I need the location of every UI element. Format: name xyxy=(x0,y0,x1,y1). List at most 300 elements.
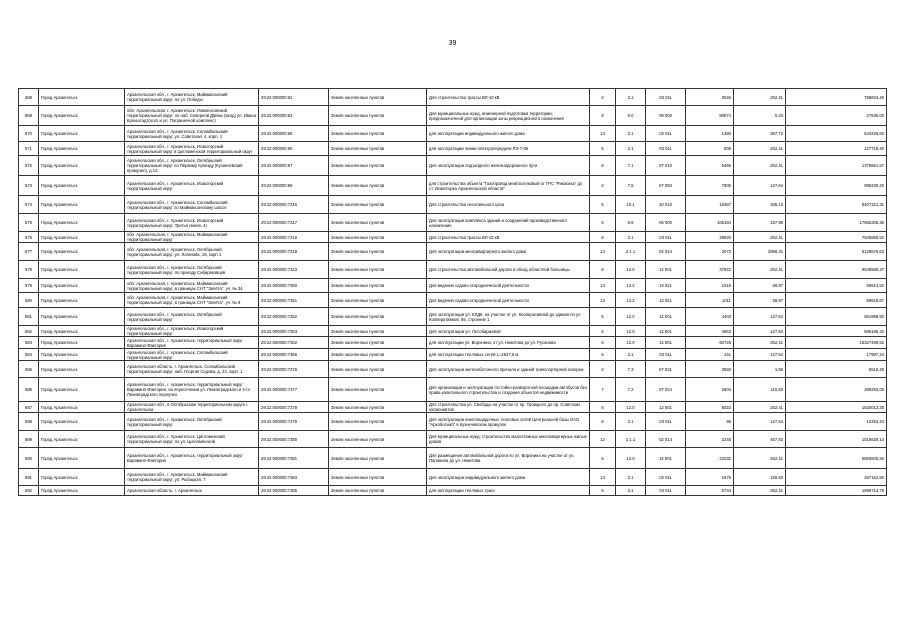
row-number: 683 xyxy=(19,337,39,349)
land-category-cell: Земли населенных пунктов xyxy=(329,308,427,326)
specific-value-cell: 252,41 xyxy=(734,448,786,469)
cadastral-value-cell: 1699714,79 xyxy=(786,486,887,496)
row-number: 669 xyxy=(19,106,39,126)
municipality-cell: Город Архангельск xyxy=(39,378,125,402)
classifier-code-cell: 06 000 xyxy=(646,214,686,232)
area-cell: 141 xyxy=(686,349,734,361)
land-category-cell: Земли населенных пунктов xyxy=(329,378,427,402)
specific-value-cell: 252,41 xyxy=(734,142,786,156)
row-number: 690 xyxy=(19,448,39,469)
cadastral-number-cell: 29:22:000000:7379 xyxy=(259,413,329,431)
address-cell: Архангельская обл., г. Архангельск, Соломбальский территориальный округ, ул. Советская, 4, корп. 1 xyxy=(125,126,259,142)
row-number: 679 xyxy=(19,279,39,293)
table-row xyxy=(19,308,887,326)
table-row xyxy=(19,349,887,361)
specific-value-cell: 252,41 xyxy=(734,486,786,496)
area-cell: 6734 xyxy=(686,486,734,496)
group-code-cell: 6 xyxy=(590,232,616,243)
row-number: 680 xyxy=(19,293,39,308)
cadastral-value-cell: 17997,24 xyxy=(786,349,887,361)
permitted-use-cell: для эксплуатации тепловых сетей L=2647,5 м xyxy=(427,349,590,361)
area-cell: 4663 xyxy=(686,326,734,337)
land-category-cell: Земли населенных пунктов xyxy=(329,279,427,293)
cadastral-value-cell: 59618,67 xyxy=(786,293,887,308)
classifier-code-cell: 13 021 xyxy=(646,293,686,308)
area-cell: 29820 xyxy=(686,232,734,243)
group-code-cell: 6 xyxy=(590,176,616,196)
row-number: 670 xyxy=(19,126,39,142)
address-cell: Архангельская обл., г. Архангельск, Исакогорский территориальный округ xyxy=(125,176,259,196)
group-code-cell: 6 xyxy=(590,214,616,232)
classifier-code-cell: 03 011 xyxy=(646,232,686,243)
table-row xyxy=(19,126,887,142)
address-cell: Архангельская обл., г. Архангельск, Маймаксанский территориальный округ, ул. Рыбацкая, 7 xyxy=(125,469,259,486)
group-code-cell: 6 xyxy=(590,326,616,337)
use-type-code-cell: 9.0 xyxy=(616,106,646,126)
cadastral-number-cell: 29:22:000000:7318 xyxy=(259,232,329,243)
area-cell: 1011 xyxy=(686,293,734,308)
classifier-code-cell: 07 031 xyxy=(646,361,686,378)
classifier-code-cell: 03 011 xyxy=(646,89,686,106)
municipality-cell: Город Архангельск xyxy=(39,232,125,243)
cadastral-number-cell: 29:22:000000:7377 xyxy=(259,378,329,402)
address-cell: Архангельская область, г. Архангельск xyxy=(125,486,259,496)
use-type-code-cell: 2.1.1 xyxy=(616,243,646,261)
row-number: 692 xyxy=(19,486,39,496)
classifier-code-cell: 12 001 xyxy=(646,448,686,469)
classifier-code-cell: 12 001 xyxy=(646,326,686,337)
table-row xyxy=(19,469,887,486)
land-category-cell: Земли населенных пунктов xyxy=(329,431,427,448)
address-cell: Архангельская обл., г. Архангельск, территориальный округ Варавино-Фактория xyxy=(125,337,259,349)
row-number: 681 xyxy=(19,308,39,326)
group-code-cell: 13 xyxy=(590,126,616,142)
cadastral-value-cell: 1016629,14 xyxy=(786,431,887,448)
group-code-cell: 6 xyxy=(590,89,616,106)
municipality-cell: Город Архангельск xyxy=(39,326,125,337)
group-code-cell: 9 xyxy=(590,106,616,126)
permitted-use-cell: Для эксплуатации железобетонного причала и зданий транспортерной галереи xyxy=(427,361,590,378)
use-type-code-cell: 12.0 xyxy=(616,337,646,349)
row-number: 675 xyxy=(19,214,39,232)
land-category-cell: Земли населенных пунктов xyxy=(329,486,427,496)
classifier-code-cell: 02 011 xyxy=(646,469,686,486)
table-row xyxy=(19,196,887,214)
cadastral-number-cell: 29:22:000000:65 xyxy=(259,126,329,142)
row-number: 668 xyxy=(19,89,39,106)
specific-value-cell: 252,41 xyxy=(734,261,786,279)
specific-value-cell: 127,64 xyxy=(734,176,786,196)
table-row xyxy=(19,337,887,349)
cadastral-value-cell: 6128576,63 xyxy=(786,243,887,261)
address-cell: обл. Архангельская, г. Архангельск, Маймаксанский территориальный округ, в границах СНТ "Зелёта", уч. № 9 xyxy=(125,293,259,308)
table-row xyxy=(19,232,887,243)
land-category-cell: Земли населенных пунктов xyxy=(329,156,427,176)
land-category-cell: Земли населенных пунктов xyxy=(329,142,427,156)
classifier-code-cell: 02 014 xyxy=(646,431,686,448)
address-cell: Архангельская обл., г. Архангельск, Маймаксанский территориальный округ, по ул. Победы xyxy=(125,89,259,106)
permitted-use-cell: Для муниципальных нужд, инженерной подготовки территории, предназначенной для организации зоны рекреационного назначения xyxy=(427,106,590,126)
area-cell: 80874 xyxy=(686,106,734,126)
municipality-cell: Город Архангельск xyxy=(39,308,125,326)
group-code-cell: 13 xyxy=(590,279,616,293)
specific-value-cell: 127,64 xyxy=(734,308,786,326)
table-row xyxy=(19,89,887,106)
cadastral-number-cell: 29:22:000000:7385 xyxy=(259,486,329,496)
table-row xyxy=(19,142,887,156)
specific-value-cell: 58,97 xyxy=(734,293,786,308)
cadastral-number-cell: 29:22:000000:7323 xyxy=(259,261,329,279)
permitted-use-cell: Для эксплуатации подъездного железнодорожного пути xyxy=(427,156,590,176)
group-code-cell: 6 xyxy=(590,142,616,156)
classifier-code-cell: 12 001 xyxy=(646,261,686,279)
cadastral-number-cell: 29:22:000000:66 xyxy=(259,142,329,156)
classifier-code-cell: 12 001 xyxy=(646,308,686,326)
row-number: 673 xyxy=(19,176,39,196)
municipality-cell: Город Архангельск xyxy=(39,214,125,232)
area-cell: 506 xyxy=(686,142,734,156)
cadastral-value-cell: 17666305,36 xyxy=(786,214,887,232)
specific-value-cell: 252,41 xyxy=(734,232,786,243)
use-type-code-cell: 12.0 xyxy=(616,326,646,337)
cadastral-value-cell: 5516,45 xyxy=(786,361,887,378)
use-type-code-cell: 13.2 xyxy=(616,279,646,293)
classifier-code-cell: 07 024 xyxy=(646,378,686,402)
area-cell: 105184 xyxy=(686,214,734,232)
group-code-cell: 6 xyxy=(590,402,616,413)
use-type-code-cell: 3.1 xyxy=(616,413,646,431)
row-number: 677 xyxy=(19,243,39,261)
row-number: 671 xyxy=(19,142,39,156)
cadastral-value-cell: 59913,52 xyxy=(786,279,887,293)
municipality-cell: Город Архангельск xyxy=(39,106,125,126)
permitted-use-cell: Для эксплуатации индивидуального жилого дома xyxy=(427,469,590,486)
specific-value-cell: 252,41 xyxy=(734,402,786,413)
area-cell: 5466 xyxy=(686,156,734,176)
cadastral-value-cell: 5863940,26 xyxy=(786,448,887,469)
land-category-cell: Земли населенных пунктов xyxy=(329,196,427,214)
area-cell: 2245 xyxy=(686,431,734,448)
row-number: 686 xyxy=(19,378,39,402)
row-number: 691 xyxy=(19,469,39,486)
row-number: 687 xyxy=(19,402,39,413)
cadastral-value-cell: 267162,50 xyxy=(786,469,887,486)
use-type-code-cell: 12.0 xyxy=(616,448,646,469)
address-cell: Архангельская обл., г. Архангельск, Октябрьский территориальный округ xyxy=(125,308,259,326)
cadastral-value-cell: 7526866,52 xyxy=(786,232,887,243)
specific-value-cell: 252,41 xyxy=(734,156,786,176)
group-code-cell: 13 xyxy=(590,469,616,486)
municipality-cell: Город Архангельск xyxy=(39,196,125,214)
cadastral-value-cell: 27530,00 xyxy=(786,106,887,126)
land-plots-table xyxy=(18,88,887,496)
group-code-cell: 6 xyxy=(590,261,616,279)
table-row xyxy=(19,326,887,337)
cadastral-number-cell: 29:22:000000:7362 xyxy=(259,337,329,349)
land-category-cell: Земли населенных пунктов xyxy=(329,261,427,279)
permitted-use-cell: Для строительства лесопильного цеха xyxy=(427,196,590,214)
specific-value-cell: 367,72 xyxy=(734,126,786,142)
specific-value-cell: 127,64 xyxy=(734,413,786,431)
address-cell: обл. Архангельская, г. Архангельск, Маймаксанский территориальный округ xyxy=(125,232,259,243)
permitted-use-cell: Для организации и эксплуатации отстойно-разворотной площадки автобусов без права капитального строительства и создания объектов недвижимости xyxy=(427,378,590,402)
use-type-code-cell: 12.0 xyxy=(616,402,646,413)
classifier-code-cell: 07 010 xyxy=(646,156,686,176)
row-number: 682 xyxy=(19,326,39,337)
specific-value-cell: 467,83 xyxy=(734,431,786,448)
permitted-use-cell: для эксплуатации ул. Воронина, от ул. Никитова до ул. Русанова xyxy=(427,337,590,349)
cadastral-value-cell: 1520013,35 xyxy=(786,402,887,413)
specific-value-cell: 110,83 xyxy=(734,378,786,402)
classifier-code-cell: 10 010 xyxy=(646,196,686,214)
cadastral-value-cell: 9548589,37 xyxy=(786,261,887,279)
classifier-code-cell: 12 001 xyxy=(646,402,686,413)
use-type-code-cell: 3.1 xyxy=(616,349,646,361)
classifier-code-cell: 12 001 xyxy=(646,337,686,349)
permitted-use-cell: Для эксплуатации ул. Лесобиржевой xyxy=(427,326,590,337)
area-cell: 96 xyxy=(686,413,734,431)
municipality-cell: Город Архангельск xyxy=(39,469,125,486)
area-cell: 23232 xyxy=(686,448,734,469)
address-cell: Архангельская обл., г. Архангельск, Исакогорский территориальный округ, Третья линия, 4) xyxy=(125,214,259,232)
use-type-code-cell: 3.1 xyxy=(616,142,646,156)
classifier-code-cell: 03 011 xyxy=(646,486,686,496)
address-cell: обл. Архангельская, г. Архангельск, Ломоносовский территориальный округ, по наб. Северной Двины (вход) ул. Ивана Кронштадтского и ул. Пограничной комплекс) xyxy=(125,106,259,126)
classifier-code-cell: 07 050 xyxy=(646,176,686,196)
land-category-cell: Земли населенных пунктов xyxy=(329,413,427,431)
municipality-cell: Город Архангельск xyxy=(39,279,125,293)
use-type-code-cell: 2.1 xyxy=(616,469,646,486)
specific-value-cell: 58,97 xyxy=(734,279,786,293)
area-cell: 2073 xyxy=(686,243,734,261)
group-code-cell: 12 xyxy=(590,431,616,448)
land-category-cell: Земли населенных пунктов xyxy=(329,402,427,413)
area-cell: 37842 xyxy=(686,261,734,279)
area-cell: 1675 xyxy=(686,469,734,486)
land-category-cell: Земли населенных пунктов xyxy=(329,361,427,378)
area-cell: 2604 xyxy=(686,378,734,402)
row-number: 674 xyxy=(19,196,39,214)
row-number: 676 xyxy=(19,232,39,243)
group-code-cell: 13 xyxy=(590,243,616,261)
cadastral-value-cell: 289250,05 xyxy=(786,378,887,402)
land-category-cell: Земли населенных пунктов xyxy=(329,89,427,106)
municipality-cell: Город Архангельск xyxy=(39,413,125,431)
area-cell: 6022 xyxy=(686,402,734,413)
cadastral-value-cell: 595185,32 xyxy=(786,326,887,337)
permitted-use-cell: Для эксплуатации ул. КЛДК, на участке от ул. Кооперативной до здания по ул. Кооперативной, 55, строение 1 xyxy=(427,308,590,326)
use-type-code-cell: 6.9 xyxy=(616,214,646,232)
permitted-use-cell: Для эксплуатации комплекса зданий и сооружений производственного назначения xyxy=(427,214,590,232)
land-category-cell: Земли населенных пунктов xyxy=(329,349,427,361)
permitted-use-cell: Для эксплуатации внеплощадочных тепловых сетей Центральной базы ОАО "Архоблснаб" в Кузнечевском промузле xyxy=(427,413,590,431)
cadastral-number-cell: 29:22:000000:7380 xyxy=(259,431,329,448)
municipality-cell: Город Архангельск xyxy=(39,431,125,448)
classifier-code-cell: 02 011 xyxy=(646,126,686,142)
specific-value-cell: 336,13 xyxy=(734,196,786,214)
group-code-cell: 6 xyxy=(590,413,616,431)
cadastral-value-cell: 561998,92 xyxy=(786,308,887,326)
area-cell: 7805 xyxy=(686,176,734,196)
municipality-cell: Город Архангельск xyxy=(39,176,125,196)
cadastral-value-cell: 996230,20 xyxy=(786,176,887,196)
group-code-cell: 6 xyxy=(590,156,616,176)
area-cell: 60725 xyxy=(686,337,734,349)
address-cell: обл. Архангельская, г. Архангельск, Маймаксанский территориальный округ, в границах СНТ "Зелёта", уч. № 34 xyxy=(125,279,259,293)
use-type-code-cell: 2.1.1 xyxy=(616,431,646,448)
municipality-cell: Город Архангельск xyxy=(39,142,125,156)
cadastral-number-cell: 29:22:000000:7352 xyxy=(259,308,329,326)
permitted-use-cell: Для эксплуатации многоквартирного жилого дома xyxy=(427,243,590,261)
land-category-cell: Земли населенных пунктов xyxy=(329,243,427,261)
land-category-cell: Земли населенных пунктов xyxy=(329,469,427,486)
row-number: 678 xyxy=(19,261,39,279)
specific-value-cell: 1,55 xyxy=(734,361,786,378)
group-code-cell: 6 xyxy=(590,337,616,349)
group-code-cell: 6 xyxy=(590,486,616,496)
cadastral-value-cell: 1379661,57 xyxy=(786,156,887,176)
group-code-cell: 13 xyxy=(590,293,616,308)
address-cell: Архангельская обл., г. Архангельск, территориальный округ Варавино-Фактория xyxy=(125,448,259,469)
cadastral-number-cell: 29:22:000000:7383 xyxy=(259,469,329,486)
table-row xyxy=(19,448,887,469)
municipality-cell: Город Архангельск xyxy=(39,243,125,261)
row-number: 672 xyxy=(19,156,39,176)
classifier-code-cell: 09 000 xyxy=(646,106,686,126)
use-type-code-cell: 12.0 xyxy=(616,308,646,326)
municipality-cell: Город Архангельск xyxy=(39,448,125,469)
address-cell: Архангельская область, г. Архангельск, Соломбальский территориальный округ, наб. Георгия Седова, д. 23, корп. 1 xyxy=(125,361,259,378)
classifier-code-cell: 03 011 xyxy=(646,142,686,156)
use-type-code-cell: 3.1 xyxy=(616,232,646,243)
permitted-use-cell: Для строительства автомобильной дороги в обход областной больницы xyxy=(427,261,590,279)
cadastral-number-cell: 29:22:000000:7316 xyxy=(259,196,329,214)
table-row xyxy=(19,402,887,413)
use-type-code-cell: 7.5 xyxy=(616,176,646,196)
address-cell: Архангельская обл., г. Архангельск, Цигломенский территориальный округ, по ул. Цигломенской xyxy=(125,431,259,448)
cadastral-value-cell: 12253,44 xyxy=(786,413,887,431)
cadastral-number-cell: 29:22:000000:7381 xyxy=(259,448,329,469)
table-row xyxy=(19,176,887,196)
row-number: 688 xyxy=(19,413,39,431)
table-row xyxy=(19,243,887,261)
row-number: 684 xyxy=(19,349,39,361)
land-category-cell: Земли населенных пунктов xyxy=(329,126,427,142)
table-row xyxy=(19,214,887,232)
permitted-use-cell: для эксплуатации линии электропередачи ЛЭ-7-06 xyxy=(427,142,590,156)
row-number: 685 xyxy=(19,361,39,378)
classifier-code-cell: 03 011 xyxy=(646,349,686,361)
use-type-code-cell: 7.3 xyxy=(616,361,646,378)
table-row xyxy=(19,431,887,448)
cadastral-number-cell: 29:22:000000:7366 xyxy=(259,349,329,361)
table-row xyxy=(19,378,887,402)
table-row xyxy=(19,413,887,431)
cadastral-number-cell: 29:22:000000:7319 xyxy=(259,243,329,261)
specific-value-cell: 167,96 xyxy=(734,214,786,232)
land-category-cell: Земли населенных пунктов xyxy=(329,337,427,349)
address-cell: Архангельская обл., г. Архангельск, Октябрьский территориальный округ xyxy=(125,413,259,431)
table-row xyxy=(19,156,887,176)
classifier-code-cell: 13 021 xyxy=(646,279,686,293)
municipality-cell: Город Архангельск xyxy=(39,402,125,413)
table-row xyxy=(19,293,887,308)
cadastral-value-cell: 15327499,52 xyxy=(786,337,887,349)
use-type-code-cell: 13.2 xyxy=(616,293,646,308)
use-type-code-cell: 2.1 xyxy=(616,126,646,142)
cadastral-value-cell: 544226,60 xyxy=(786,126,887,142)
group-code-cell: 6 xyxy=(590,196,616,214)
specific-value-cell: 159,50 xyxy=(734,469,786,486)
permitted-use-cell: Для ведения садово-огороднической деятельности xyxy=(427,293,590,308)
municipality-cell: Город Архангельск xyxy=(39,349,125,361)
area-cell: 1016 xyxy=(686,279,734,293)
page-number: 39 xyxy=(448,40,457,47)
address-cell: Архангельская обл., г. Архангельск, Октябрьский территориальный округ по Первому проезду (Кузнечевский промузел), д.13 xyxy=(125,156,259,176)
address-cell: Архангельская обл., г. Архангельск, Октябрьский территориальный округ, по проезду Сибиряковцев xyxy=(125,261,259,279)
permitted-use-cell: для эксплуатации тепловых трасс xyxy=(427,486,590,496)
cadastral-number-cell: 29:22:000000:7353 xyxy=(259,326,329,337)
municipality-cell: Город Архангельск xyxy=(39,337,125,349)
cadastral-number-cell: 29:22:000000:7378 xyxy=(259,402,329,413)
land-category-cell: Земли населенных пунктов xyxy=(329,293,427,308)
row-number: 689 xyxy=(19,431,39,448)
address-cell: Архангельская обл., г. Архангельск, территориальный округ Варавино-Фактория, на пересечении ул. Ленинградского и 2-го Ленинградского переулка xyxy=(125,378,259,402)
group-code-cell: 6 xyxy=(590,308,616,326)
cadastral-number-cell: 29:22:000000:7350 xyxy=(259,279,329,293)
classifier-code-cell: 03 011 xyxy=(646,413,686,431)
land-category-cell: Земли населенных пунктов xyxy=(329,326,427,337)
group-code-cell: 6 xyxy=(590,448,616,469)
specific-value-cell: 252,41 xyxy=(734,89,786,106)
permitted-use-cell: для строительства объекта "Газопровод межпоселковый от ГРС "Рикасиха" до ст. Исакогорка Архангельской области" xyxy=(427,176,590,196)
municipality-cell: Город Архангельск xyxy=(39,89,125,106)
cadastral-number-cell: 29:22:000000:68 xyxy=(259,176,329,196)
land-category-cell: Земли населенных пунктов xyxy=(329,448,427,469)
municipality-cell: Город Архангельск xyxy=(39,261,125,279)
use-type-code-cell: 7.2 xyxy=(616,378,646,402)
specific-value-cell: 252,41 xyxy=(734,337,786,349)
land-category-cell: Земли населенных пунктов xyxy=(329,106,427,126)
table-row xyxy=(19,279,887,293)
area-cell: 1480 xyxy=(686,126,734,142)
use-type-code-cell: 3.1 xyxy=(616,89,646,106)
cadastral-number-cell: 29:22:000000:7317 xyxy=(259,214,329,232)
area-cell: 16387 xyxy=(686,196,734,214)
table-row xyxy=(19,106,887,126)
address-cell: Архангельская обл., г. Архангельск, Соломбальский территориальный округ по Маймаксанскому шоссе xyxy=(125,196,259,214)
specific-value-cell: 2956,31 xyxy=(734,243,786,261)
cadastral-value-cell: 127719,40 xyxy=(786,142,887,156)
classifier-code-cell: 02 014 xyxy=(646,243,686,261)
land-category-cell: Земли населенных пунктов xyxy=(329,176,427,196)
use-type-code-cell: 10.1 xyxy=(616,196,646,214)
permitted-use-cell: Для строительства трассы ВЛ-10 кВ xyxy=(427,232,590,243)
use-type-code-cell: 7.1 xyxy=(616,156,646,176)
area-cell: 3046 xyxy=(686,89,734,106)
municipality-cell: Город Архангельск xyxy=(39,361,125,378)
permitted-use-cell: для эксплуатации индивидуального жилого дома xyxy=(427,126,590,142)
use-type-code-cell: 3.1 xyxy=(616,486,646,496)
permitted-use-cell: Для строительства трассы ВЛ-10 кВ xyxy=(427,89,590,106)
address-cell: Архангельская обл., г. Архангельск, Соломбальский территориальный округ xyxy=(125,349,259,361)
specific-value-cell: 0,34 xyxy=(734,106,786,126)
permitted-use-cell: Для ведения садово-огороднической деятельности xyxy=(427,279,590,293)
land-category-cell: Земли населенных пунктов xyxy=(329,214,427,232)
municipality-cell: Город Архангельск xyxy=(39,293,125,308)
table-row xyxy=(19,261,887,279)
use-type-code-cell: 12.0 xyxy=(616,261,646,279)
